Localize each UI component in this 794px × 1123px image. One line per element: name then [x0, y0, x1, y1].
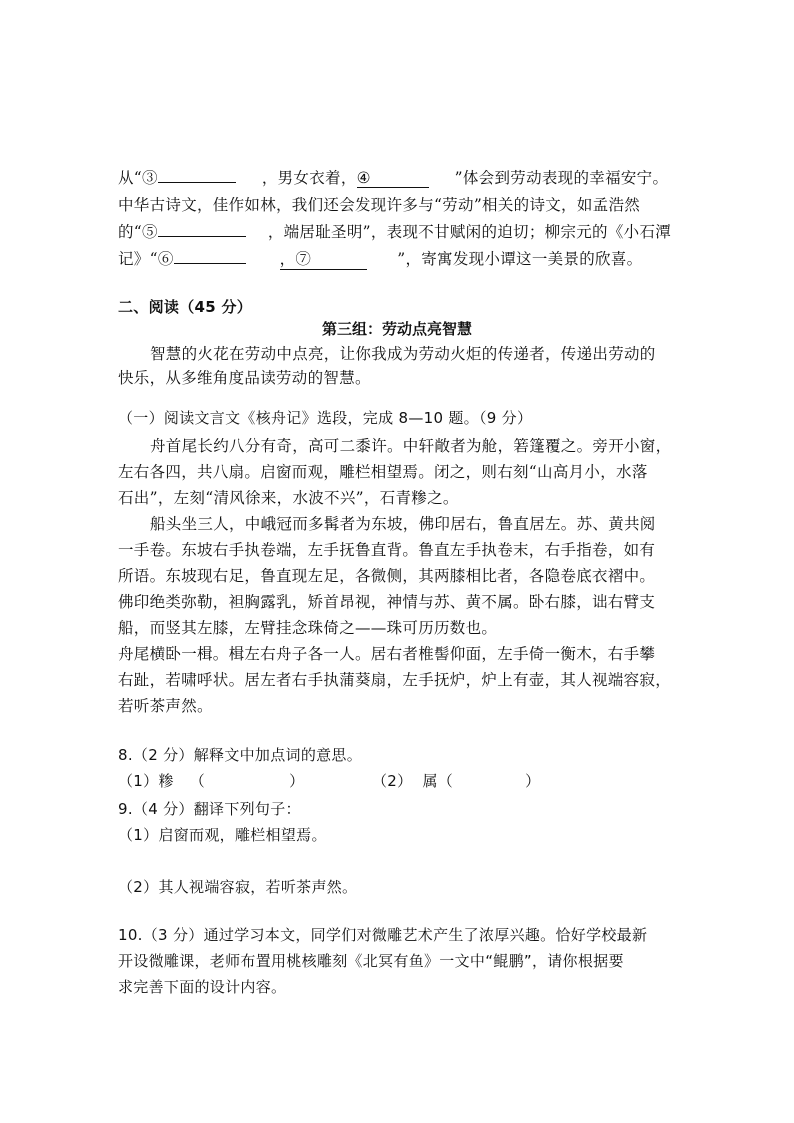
- answer-blank-7[interactable]: [280, 247, 368, 270]
- lead-line-1: 智慧的火花在劳动中点亮，让你我成为劳动火炬的传递者，传递出劳动的: [150, 345, 656, 363]
- question-8-2: [372, 770, 540, 791]
- passage-line: 舟尾横卧一楫。楫左右舟子各一人。居右者椎髻仰面，左手倚一衡木，右手攀: [118, 645, 656, 663]
- question-10-line-1: 10.（3 分）通过学习本文，同学们对微雕艺术产生了浓厚兴趣。恰好学校最新: [118, 926, 648, 944]
- text: 的“⑤: [118, 223, 158, 241]
- text: ）: [525, 772, 541, 790]
- text: 记》“⑥: [118, 250, 174, 268]
- answer-blank-4[interactable]: [357, 169, 429, 188]
- text: ，⑦: [279, 250, 312, 268]
- passage-line: 石出”，左刻“清风徐来，水波不兴”，石青糁之。: [118, 489, 459, 507]
- intro-line-4: [118, 247, 642, 270]
- passage-line: 船，而竖其左膝，左臂挂念珠倚之——珠可历历数也。: [118, 619, 498, 637]
- question-10-line-2: 开设微雕课，老师布置用桃核雕刻《北冥有鱼》一文中“鲲鹏”，请你根据要: [118, 952, 624, 970]
- text: ，男女衣着，: [261, 169, 357, 187]
- intro-line-3: [118, 220, 671, 242]
- text: ”，寄寓发现小谭这一美景的欣喜。: [397, 250, 643, 268]
- group-title: 第三组：劳动点亮智慧: [321, 320, 472, 338]
- lead-line-2: 快乐，从多维角度品读劳动的智慧。: [118, 369, 371, 387]
- question-9-1: （1）启窗而观，雕栏相望焉。: [118, 826, 327, 844]
- text: （2）: [372, 772, 413, 790]
- text: 从“③: [118, 169, 158, 187]
- passage-heading: （一）阅读文言文《核舟记》选段，完成 8—10 题。（9 分）: [118, 409, 533, 427]
- text: ④: [356, 169, 371, 187]
- answer-blank-3[interactable]: [158, 182, 236, 183]
- question-8-1: [118, 770, 304, 791]
- passage-line: 佛印绝类弥勒，袒胸露乳，矫首昂视，神情与苏、黄不属。卧右膝，诎右臂支: [118, 593, 656, 611]
- intro-line-2: 中华古诗文，佳作如林，我们还会发现许多与“劳动”相关的诗文，如孟浩然: [118, 196, 641, 214]
- passage-line: 一手卷。东坡右手执卷端，左手抚鲁直背。鲁直左手执卷末，右手指卷，如有: [118, 541, 656, 559]
- passage-line: 所语。东坡现右足，鲁直现左足，各微侧，其两膝相比者，各隐卷底衣褶中。: [118, 567, 656, 585]
- passage-line: 舟首尾长约八分有奇，高可二黍许。中轩敞者为舱，箬篷覆之。旁开小窗，: [150, 437, 672, 455]
- text: （: [189, 772, 206, 790]
- question-9-2: （2）其人视端容寂，若听茶声然。: [118, 878, 358, 896]
- question-10-line-3: 求完善下面的设计内容。: [118, 978, 287, 996]
- question-9: 9.（4 分）翻译下列句子：: [118, 800, 301, 818]
- passage-line: 若听茶声然。: [118, 697, 213, 715]
- text: （1）糁: [118, 772, 174, 790]
- text: ）: [289, 772, 305, 790]
- text: 属（: [422, 772, 454, 790]
- passage-line: 船头坐三人，中峨冠而多髯者为东坡，佛印居右，鲁直居左。苏、黄共阅: [150, 515, 656, 533]
- answer-blank-5[interactable]: [158, 236, 246, 237]
- passage-line: 右趾，若啸呼状。居左者右手执蒲葵扇，左手抚炉，炉上有壶，其人视端容寂，: [118, 671, 672, 689]
- answer-blank-6[interactable]: [174, 263, 246, 264]
- passage-line: 左右各四，共八扇。启窗而观，雕栏相望焉。闭之，则右刻“山高月小，水落: [118, 463, 648, 481]
- intro-line-1: [118, 166, 668, 188]
- text: ，端居耻圣明”，表现不甘赋闲的迫切；柳宗元的《小石潭: [267, 223, 672, 241]
- text: ”体会到劳动表现的幸福安宁。: [454, 169, 669, 187]
- question-8: 8.（2 分）解释文中加点词的意思。: [118, 746, 363, 764]
- section-title: 二、阅读（45 分）: [118, 298, 253, 316]
